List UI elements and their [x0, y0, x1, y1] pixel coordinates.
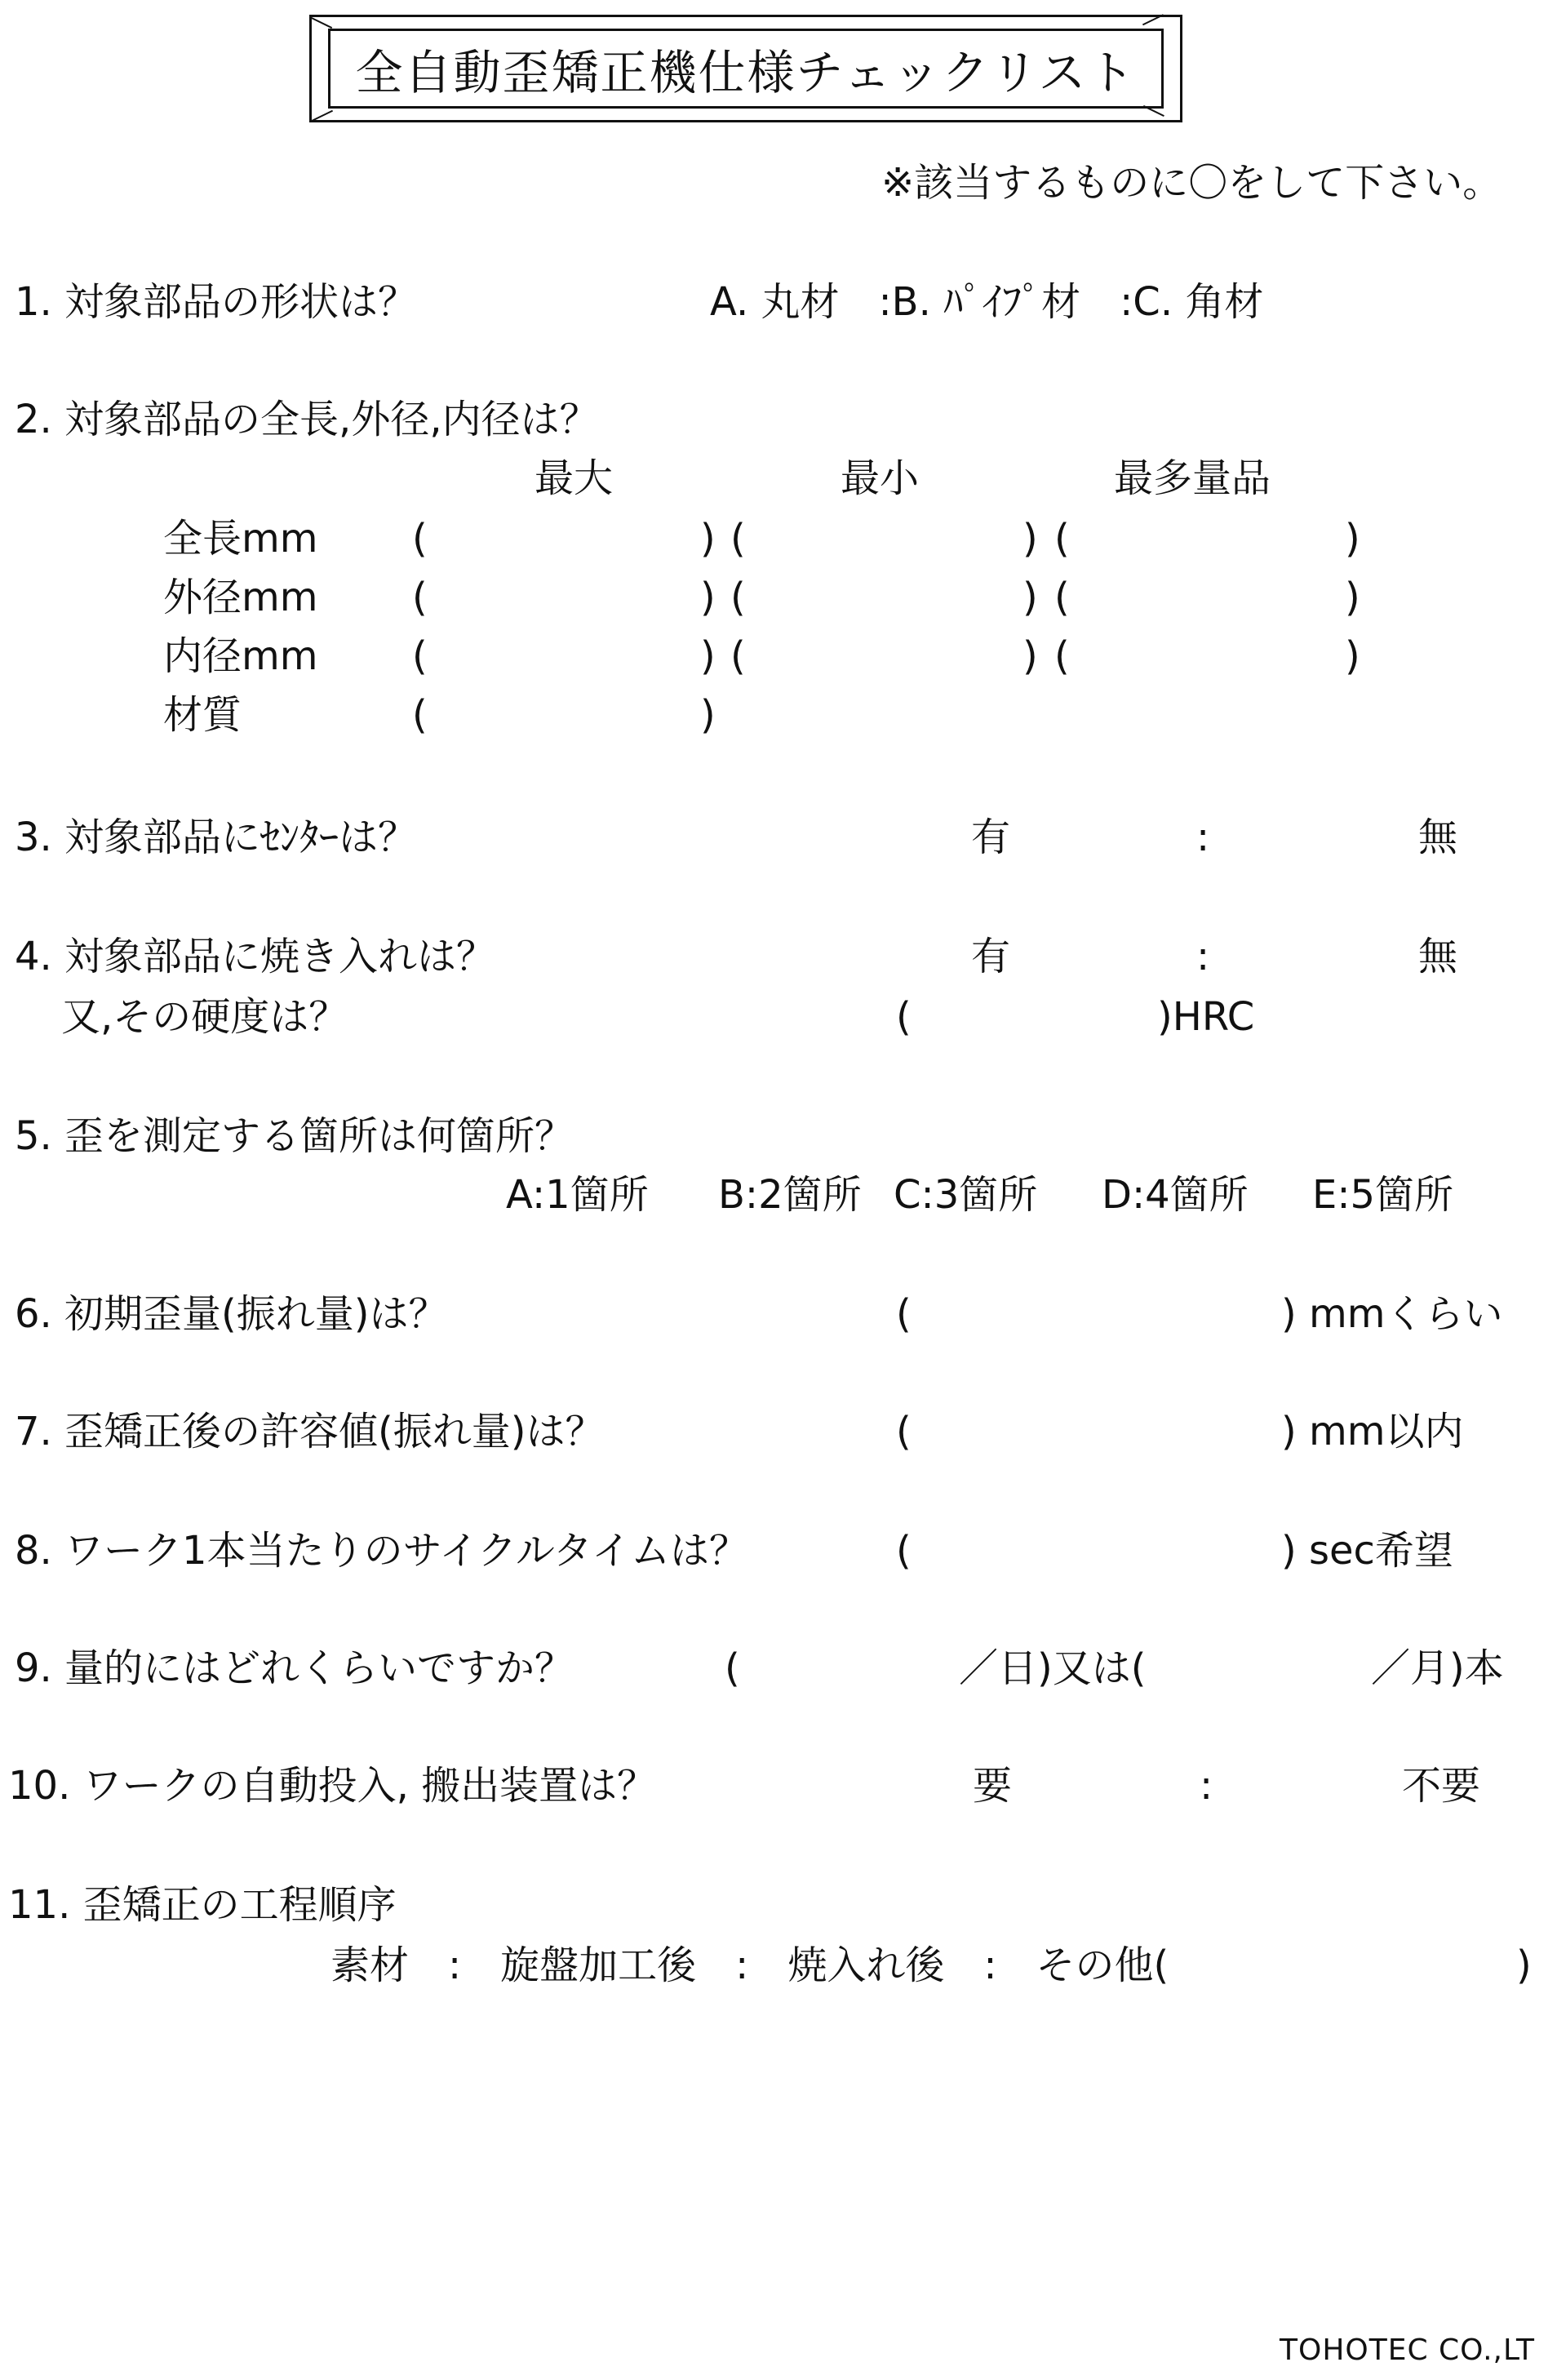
paren-open: ( — [725, 1645, 740, 1691]
q6-label: 6. 初期歪量(振れ量)は？ — [15, 1291, 448, 1337]
paren-close: ) — [700, 575, 716, 620]
paren-close: ) — [1345, 575, 1360, 620]
paren-open: ( — [730, 633, 746, 679]
q11-options[interactable]: 素材 : 旋盤加工後 : 焼入れ後 : その他( — [330, 1943, 1169, 1988]
paren-open: ( — [896, 994, 912, 1040]
paren-open: ( — [412, 575, 428, 620]
q3-yes[interactable]: 有 — [971, 815, 1011, 860]
paren-open: ( — [412, 692, 428, 738]
q1-label: 1. 対象部品の形状は？ — [15, 279, 418, 325]
q2-row-length-label: 全長mm — [163, 516, 318, 562]
q3-separator: : — [1196, 815, 1210, 860]
paren-close: ) — [1022, 633, 1038, 679]
paren-close: ) — [1345, 516, 1360, 562]
q9-per-month: ／月)本 — [1371, 1645, 1504, 1691]
q3-label: 3. 対象部品にｾﾝﾀｰは？ — [15, 815, 418, 860]
q10-yes[interactable]: 要 — [973, 1763, 1013, 1809]
q10-label: 10. ワークの自動投入, 搬出装置は？ — [8, 1763, 657, 1809]
q4-hardness-unit: )HRC — [1157, 994, 1255, 1040]
bevel-line — [1142, 14, 1164, 25]
q4-yes[interactable]: 有 — [971, 934, 1011, 979]
q4-no[interactable]: 無 — [1418, 934, 1458, 979]
q4-separator: : — [1196, 934, 1210, 979]
instruction-text: ※該当するものに〇をして下さい。 — [881, 160, 1502, 206]
q2-row-material-label: 材質 — [163, 692, 242, 738]
paren-close: ) — [1516, 1943, 1532, 1988]
q2-header-most: 最多量品 — [1114, 455, 1271, 501]
paren-open: ( — [896, 1409, 912, 1454]
paren-open: ( — [1054, 575, 1070, 620]
paren-open: ( — [412, 516, 428, 562]
q2-header-max: 最大 — [535, 455, 614, 501]
q2-row-outer-label: 外径mm — [163, 575, 318, 620]
q11-label: 11. 歪矯正の工程順序 — [8, 1882, 397, 1928]
title-frame — [309, 15, 1182, 122]
q8-unit: ) sec希望 — [1281, 1528, 1453, 1574]
q5-option-b[interactable]: B:2箇所 — [718, 1172, 862, 1218]
q1-options[interactable]: A. 丸材 :B. ﾊﾟｲﾌﾟ材 :C. 角材 — [710, 279, 1264, 325]
paren-close: ) — [1022, 516, 1038, 562]
q4-sub-label: 又,その硬度は？ — [61, 994, 348, 1040]
q7-unit: ) mm以内 — [1281, 1409, 1464, 1454]
q10-separator: : — [1200, 1763, 1213, 1809]
q2-header-min: 最小 — [841, 455, 920, 501]
paren-open: ( — [730, 516, 746, 562]
paren-close: ) — [1022, 575, 1038, 620]
q5-label: 5. 歪を測定する箇所は何箇所？ — [15, 1113, 574, 1159]
q9-per-day: ／日)又は( — [959, 1645, 1147, 1691]
q7-label: 7. 歪矯正後の許容値(振れ量)は？ — [15, 1409, 605, 1454]
q4-label: 4. 対象部品に焼き入れは？ — [15, 934, 496, 979]
paren-open: ( — [412, 633, 428, 679]
title-inner-frame — [328, 29, 1164, 109]
q2-label: 2. 対象部品の全長,外径,内径は？ — [15, 397, 599, 442]
paren-open: ( — [730, 575, 746, 620]
paren-close: ) — [700, 516, 716, 562]
q6-unit: ) mmくらい — [1281, 1291, 1503, 1337]
q5-option-c[interactable]: C:3箇所 — [894, 1172, 1038, 1218]
paren-open: ( — [896, 1528, 912, 1574]
q5-option-d[interactable]: D:4箇所 — [1102, 1172, 1249, 1218]
company-name: TOHOTEC CO.,LT — [1280, 2333, 1536, 2367]
q2-row-inner-label: 内径mm — [163, 633, 318, 679]
page-title: 全自動歪矯正機仕様チェックリスト — [355, 45, 1137, 100]
q10-no[interactable]: 不要 — [1402, 1763, 1481, 1809]
bevel-line — [312, 110, 333, 122]
q9-label: 9. 量的にはどれくらいですか？ — [15, 1645, 574, 1691]
q5-option-a[interactable]: A:1箇所 — [506, 1172, 649, 1218]
bevel-line — [311, 17, 332, 29]
paren-close: ) — [700, 692, 716, 738]
paren-close: ) — [700, 633, 716, 679]
q3-no[interactable]: 無 — [1418, 815, 1458, 860]
paren-close: ) — [1345, 633, 1360, 679]
q8-label: 8. ワーク1本当たりのサイクルタイムは？ — [15, 1528, 748, 1574]
paren-open: ( — [1054, 633, 1070, 679]
q5-option-e[interactable]: E:5箇所 — [1312, 1172, 1454, 1218]
paren-open: ( — [896, 1291, 912, 1337]
paren-open: ( — [1054, 516, 1070, 562]
